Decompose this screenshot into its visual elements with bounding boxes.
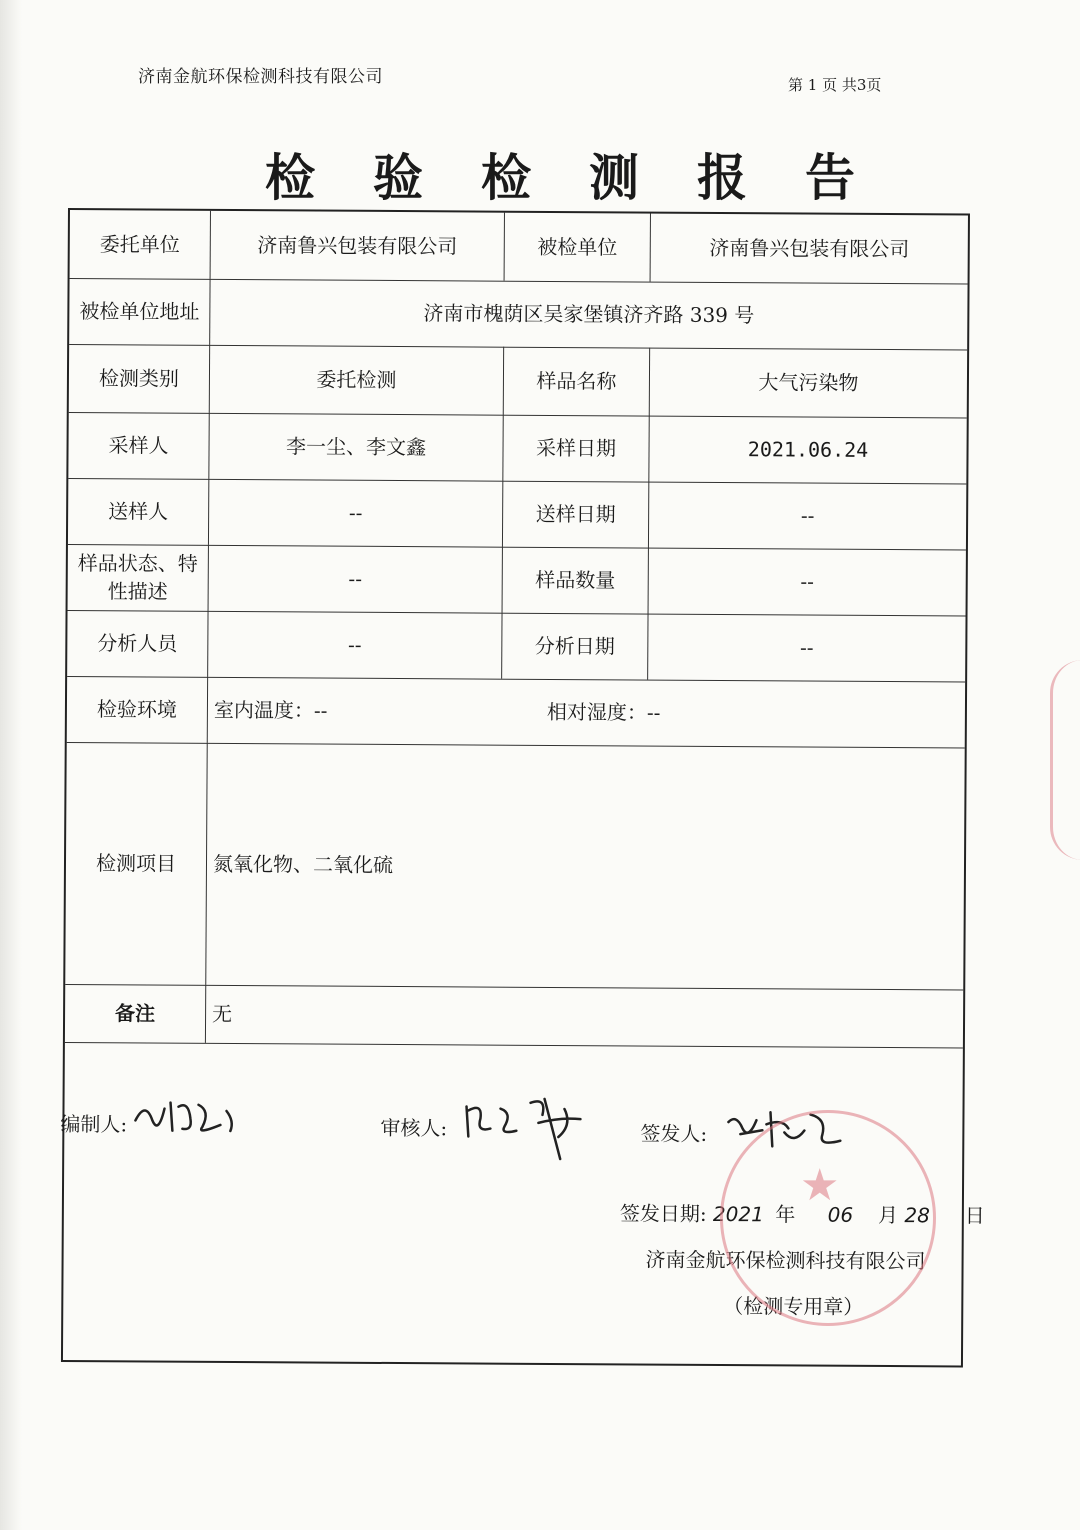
category-value: 委托检测 bbox=[209, 345, 503, 415]
row-address bbox=[69, 278, 967, 350]
humidity-text: 相对湿度：-- bbox=[546, 699, 661, 725]
client-value: 济南鲁兴包装有限公司 bbox=[210, 211, 504, 281]
analyst-value: -- bbox=[207, 611, 501, 679]
sample-state-value: -- bbox=[208, 545, 502, 613]
inspected-label: 被检单位 bbox=[504, 213, 650, 282]
sending-date-label: 送样日期 bbox=[502, 481, 648, 548]
issue-month-handwritten: 06 bbox=[827, 1202, 854, 1227]
official-seal bbox=[720, 1110, 936, 1326]
remarks-value: 无 bbox=[205, 985, 963, 1048]
page-edge-shadow bbox=[0, 0, 22, 1530]
sampling-date-label: 采样日期 bbox=[502, 415, 648, 482]
sample-count-value: -- bbox=[648, 548, 966, 616]
sample-count-label: 样品数量 bbox=[502, 547, 648, 614]
row-client bbox=[70, 210, 968, 284]
sampler-label: 采样人 bbox=[108, 433, 169, 458]
row-category bbox=[69, 344, 967, 418]
row-sampler bbox=[68, 412, 966, 484]
sample-name-value: 大气污染物 bbox=[649, 348, 967, 418]
row-environment bbox=[67, 676, 965, 748]
reviewer-label: 审核人: bbox=[380, 1115, 448, 1141]
address-value: 济南市槐荫区吴家堡镇济齐路 339 号 bbox=[209, 279, 967, 350]
inspected-value: 济南鲁兴包装有限公司 bbox=[650, 214, 968, 284]
page-indicator: 第 1 页 共3页 bbox=[788, 76, 882, 94]
compiler-signature bbox=[130, 1090, 240, 1141]
reviewer-signature bbox=[460, 1088, 610, 1169]
analysis-date-value: -- bbox=[647, 614, 965, 682]
sender-label: 送样人 bbox=[108, 499, 169, 524]
environment-label: 检验环境 bbox=[96, 697, 178, 722]
header-company: 济南金航环保检测科技有限公司 bbox=[138, 67, 383, 87]
sending-date-value: -- bbox=[648, 482, 966, 550]
items-value: 氮氧化物、二氧化硫 bbox=[205, 743, 964, 990]
analyst-label: 分析人员 bbox=[97, 631, 178, 656]
address-label: 被检单位地址 bbox=[79, 299, 200, 324]
stamp-purpose: （检测专用章） bbox=[723, 1294, 864, 1319]
row-sample-state bbox=[68, 544, 966, 616]
row-analyst bbox=[67, 610, 965, 682]
sample-name-label: 样品名称 bbox=[503, 347, 649, 416]
issue-year-unit: 年 bbox=[775, 1202, 796, 1227]
row-items bbox=[65, 742, 964, 990]
sampler-value: 李一尘、李文鑫 bbox=[208, 413, 502, 481]
items-label: 检测项目 bbox=[95, 851, 177, 876]
client-label: 委托单位 bbox=[99, 232, 180, 257]
seal-star-icon: ★ bbox=[800, 1160, 840, 1211]
sample-state-label: 样品状态、特性描述 bbox=[77, 551, 198, 604]
row-sender bbox=[68, 478, 966, 550]
temperature-text: 室内温度：-- bbox=[207, 677, 541, 745]
row-remarks bbox=[65, 984, 963, 1048]
document-title: 检验检测报告 bbox=[265, 148, 913, 207]
seam-stamp bbox=[1050, 660, 1080, 860]
issue-month-unit: 月 bbox=[877, 1202, 899, 1228]
issuer-label: 签发人: bbox=[640, 1121, 708, 1146]
sender-value: -- bbox=[208, 479, 502, 547]
issue-day-unit: 日 bbox=[964, 1203, 985, 1228]
sampling-date-value: 2021.06.24 bbox=[648, 416, 966, 484]
issue-date-label: 签发日期: bbox=[619, 1201, 707, 1226]
compiler-label: 编制人: bbox=[60, 1111, 128, 1137]
remarks-label: 备注 bbox=[115, 1001, 156, 1026]
analysis-date-label: 分析日期 bbox=[501, 613, 647, 680]
category-label: 检测类别 bbox=[98, 366, 180, 391]
issue-day-handwritten: 28 bbox=[904, 1203, 930, 1228]
issue-year-handwritten: 2021 bbox=[712, 1201, 764, 1227]
stamp-company: 济南金航环保检测科技有限公司 bbox=[645, 1247, 926, 1274]
